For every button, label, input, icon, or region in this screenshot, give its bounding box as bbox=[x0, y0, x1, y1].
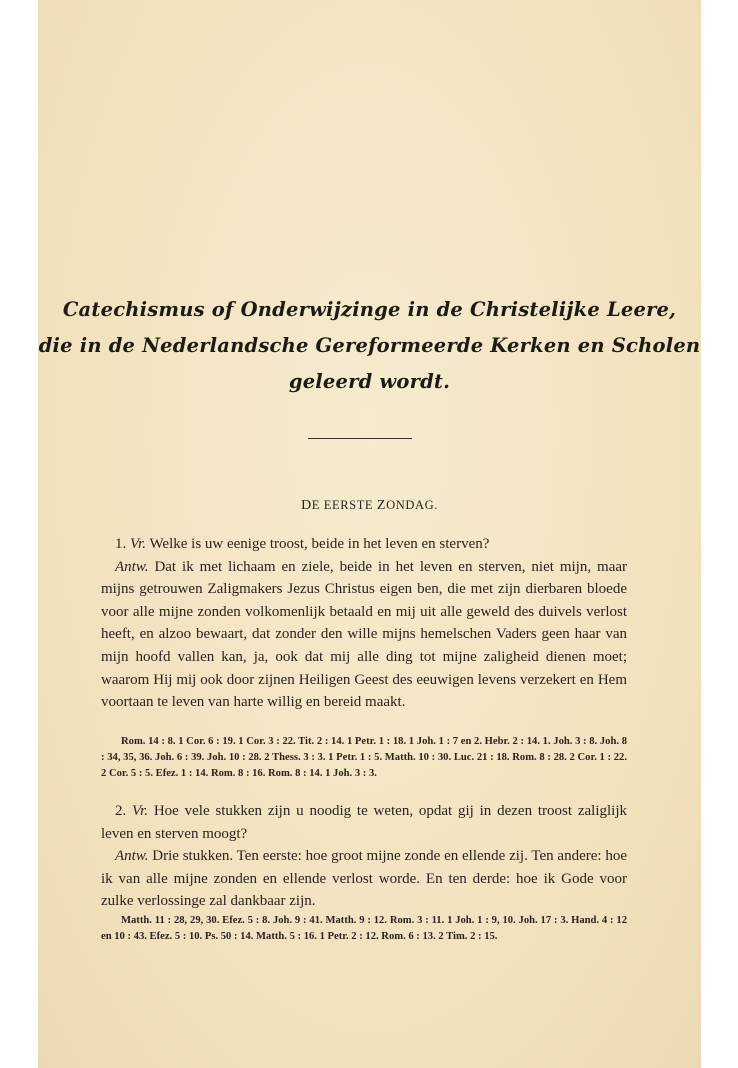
scanned-page bbox=[38, 0, 701, 1068]
question-1 bbox=[101, 533, 627, 556]
references-1-text: Rom. 14 : 8. 1 Cor. 6 : 19. 1 Cor. 3 : 22. Tit. 2 : 14. 1 Petr. 1 : 18. 1 Joh. 1 : 7 en 2. Hebr. 2 : 14. 1. Joh. 3 : 8. Joh. 8 : 34, 35, 36. Joh. 6 : 39. Joh. 10 : 28. 2 Thess. 3 : 3. 1 Petr. 1 : 5. Matth. 10 : 30. Luc. 21 : 18. Rom. 8 : 28. 2 Cor. 1 : 22. 2 Cor. 5 : 5. Efez. 1 : 14. Rom. 8 : 16. Rom. 8 : 14. 1 Joh. 3 : 3. bbox=[101, 736, 627, 780]
section-heading-rest: E EERSTE bbox=[311, 498, 377, 512]
answer-2-label: Antw. bbox=[115, 848, 149, 865]
section-heading bbox=[38, 498, 701, 514]
question-2-text: Hoe vele stukken zijn u noodig te weten, opdat gij in dezen troost zaliglijk leven en sterven moogt? bbox=[101, 803, 627, 842]
section-heading-rest-2: ONDAG. bbox=[386, 498, 438, 512]
answer-2-text: Drie stukken. Ten eerste: hoe groot mijne zonde en ellende zij. Ten andere: hoe ik van alle mijne zonden en ellende verlost worde. En ten derde: hoe ik Gode voor zulke verlossinge zal dankbaar zijn. bbox=[101, 848, 628, 910]
references-2 bbox=[101, 913, 627, 945]
answer-1 bbox=[101, 556, 627, 714]
question-2 bbox=[101, 800, 627, 845]
title-line-2: die in de Nederlandsche Gereformeerde Kerken en Scholen bbox=[38, 334, 701, 357]
divider-rule bbox=[308, 438, 412, 439]
question-2-number: 2. bbox=[115, 803, 127, 819]
question-1-block bbox=[101, 533, 627, 714]
section-heading-initial-2: Z bbox=[376, 498, 387, 513]
answer-1-label: Antw. bbox=[115, 558, 149, 575]
page-title bbox=[38, 292, 701, 400]
title-line-1: Catechismus of Onderwijzinge in de Christelijke Leere, bbox=[62, 298, 677, 321]
question-1-label: Vr. bbox=[130, 536, 146, 552]
references-2-text: Matth. 11 : 28, 29, 30. Efez. 5 : 8. Joh. 9 : 41. Matth. 9 : 12. Rom. 3 : 11. 1 Joh. 1 : 9, 10. Joh. 17 : 3. Hand. 4 : 12 en 10 : 43. Efez. 5 : 10. Ps. 50 : 14. Matth. 5 : 16. 1 Petr. 2 : 12. Rom. 6 : 13. 2 Tim. 2 : 15. bbox=[101, 915, 627, 943]
section-heading-initial: D bbox=[301, 498, 312, 513]
answer-2 bbox=[101, 845, 627, 913]
answer-1-text: Dat ik met lichaam en ziele, beide in het leven en sterven, niet mijn, maar mijns getrouwen Zaligmakers Jezus Christus eigen ben, die met zijn dierbaren bloede voor alle mijne zonden volkomenlijk betaald en mij uit alle geweld des duivels verlost heeft, en alzoo bewaart, dat zonder den wille mijns hemelschen Vaders geen haar van mijn hoofd vallen kan, ja, ook dat mij alle ding tot mijne zaligheid dienen moet; waarom Hij mij ook door zijnen Heiligen Geest des eeuwigen levens verzekert en Hem voortaan te leven van harte willig en bereid maakt. bbox=[101, 558, 628, 711]
question-2-label: Vr. bbox=[132, 803, 149, 819]
title-line-3: geleerd wordt. bbox=[288, 370, 451, 393]
question-1-text: Welke is uw eenige troost, beide in het leven en sterven? bbox=[149, 536, 490, 552]
question-2-block bbox=[101, 800, 627, 913]
question-1-number: 1. bbox=[115, 536, 127, 552]
references-1 bbox=[101, 734, 627, 783]
